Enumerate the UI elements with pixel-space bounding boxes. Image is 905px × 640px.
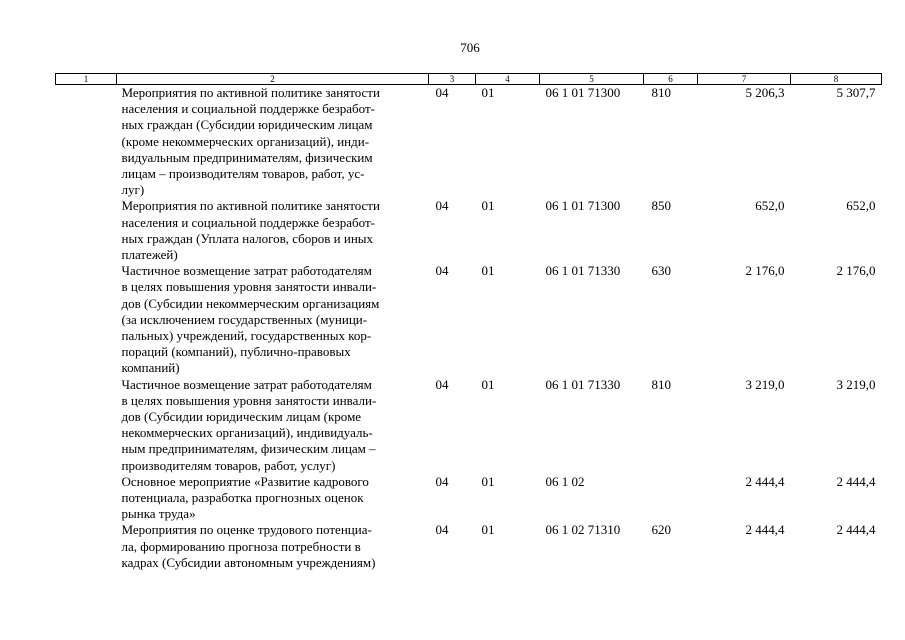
row-number-cell [56,198,117,263]
description-line: ным предпринимателям, физическим лицам – [121,441,376,457]
header-col-8: 8 [791,74,882,85]
description-line: дов (Субсидии некоммерческим организациям [121,295,380,311]
expense-kind-cell [644,474,698,523]
expense-kind-cell: 850 [651,198,671,214]
description-line: дов (Субсидии юридическим лицам (кроме [121,409,362,425]
amount-year1-cell: 2 444,4 [745,522,785,538]
description-line: компаний) [121,360,180,376]
section-cell: 04 [435,263,449,279]
description-line: в целях повышения уровня занятости инвали- [121,279,377,295]
target-code-cell: 06 1 01 71300 [545,198,621,214]
header-row [56,74,882,85]
description-cell [117,85,429,199]
subsection-cell: 01 [481,522,495,538]
amount-year1-cell: 5 206,3 [745,85,785,100]
description-line: рынка труда» [121,506,196,522]
description-line: (за исключением государственных (муници- [121,311,368,327]
description-line: Частичное возмещение затрат работодателям [121,263,372,279]
description-line: Основное мероприятие «Развитие кадрового [121,473,369,489]
description-line: ных граждан (Субсидии юридическим лицам [121,117,373,133]
amount-year2-cell: 3 219,0 [836,376,876,392]
description-line: в целях повышения уровня занятости инвали- [121,392,377,408]
table-row [56,198,882,263]
table-header [56,74,882,85]
table-row [56,263,882,376]
description-line: кадрах (Субсидии автономным учреждениям) [121,554,376,570]
description-line: видуальным предпринимателям, физическим [121,149,373,165]
description-line: Мероприятия по активной политике занятости [121,198,380,214]
header-col-6: 6 [644,74,698,85]
header-col-5: 5 [540,74,644,85]
row-number-cell [56,522,117,571]
expense-kind-cell: 620 [651,522,671,538]
description-line: потенциала, разработка прогнозных оценок [121,490,364,506]
section-cell: 04 [435,376,449,392]
subsection-cell: 01 [481,376,495,392]
row-number-cell [56,474,117,523]
header-col-1: 1 [56,74,117,85]
subsection-cell: 01 [481,263,495,279]
page-number: 706 [460,40,480,55]
description-line: (кроме некоммерческих организаций), инди- [121,133,370,149]
expense-kind-cell: 810 [651,376,671,392]
header-col-4: 4 [476,74,540,85]
table-body [56,85,882,572]
amount-year1-cell: 2 176,0 [745,263,785,279]
table-row [56,522,882,571]
amount-year1-cell: 2 444,4 [745,473,785,489]
expense-kind-cell: 810 [651,85,671,100]
header-col-2: 2 [117,74,429,85]
subsection-cell: 01 [481,198,495,214]
description-line: ных граждан (Уплата налогов, сборов и иных [121,230,374,246]
description-cell [117,198,429,263]
header-col-7: 7 [698,74,791,85]
description-line: некоммерческих организаций), индивидуаль- [121,425,373,441]
amount-year1-cell: 652,0 [755,198,785,214]
amount-year2-cell: 2 444,4 [836,522,876,538]
amount-year2-cell: 2 444,4 [836,473,876,489]
table-row [56,474,882,523]
section-cell: 04 [435,473,449,489]
description-cell [117,522,429,571]
row-number-cell [56,263,117,376]
description-cell [117,377,429,474]
amount-year2-cell: 652,0 [846,198,876,214]
row-number-cell [56,377,117,474]
target-code-cell: 06 1 02 71310 [545,522,621,538]
description-line: луг) [121,182,145,198]
expense-kind-cell: 630 [651,263,671,279]
section-cell: 04 [435,198,449,214]
description-line: лицам – производителям товаров, работ, ус- [121,166,365,182]
description-cell [117,263,429,376]
target-code-cell: 06 1 02 [545,473,585,489]
row-number-cell [56,85,117,199]
amount-year2-cell: 2 176,0 [836,263,876,279]
description-line: производителям товаров, работ, услуг) [121,457,336,473]
description-line: пальных) учреждений, государственных кор- [121,328,372,344]
description-line: Мероприятия по оценке трудового потенциа- [121,522,372,538]
subsection-cell: 01 [481,473,495,489]
description-line: платежей) [121,247,178,263]
table-row [56,85,882,199]
budget-table [55,73,882,571]
target-code-cell: 06 1 01 71330 [545,376,621,392]
description-line: ла, формированию прогноза потребности в [121,538,361,554]
target-code-cell: 06 1 01 71330 [545,263,621,279]
section-cell: 04 [435,522,449,538]
table-row [56,377,882,474]
description-line: пораций (компаний), публично-правовых [121,344,351,360]
amount-year1-cell: 3 219,0 [745,376,785,392]
amount-year2-cell: 5 307,7 [836,85,876,100]
header-col-3: 3 [429,74,476,85]
subsection-cell: 01 [481,85,495,100]
description-cell [117,474,429,523]
target-code-cell: 06 1 01 71300 [545,85,621,100]
description-line: населения и социальной поддержке безработ- [121,101,375,117]
description-line: Мероприятия по активной политике занятости [121,85,380,100]
description-line: Частичное возмещение затрат работодателям [121,376,372,392]
section-cell: 04 [435,85,449,100]
description-line: населения и социальной поддержке безработ- [121,214,375,230]
